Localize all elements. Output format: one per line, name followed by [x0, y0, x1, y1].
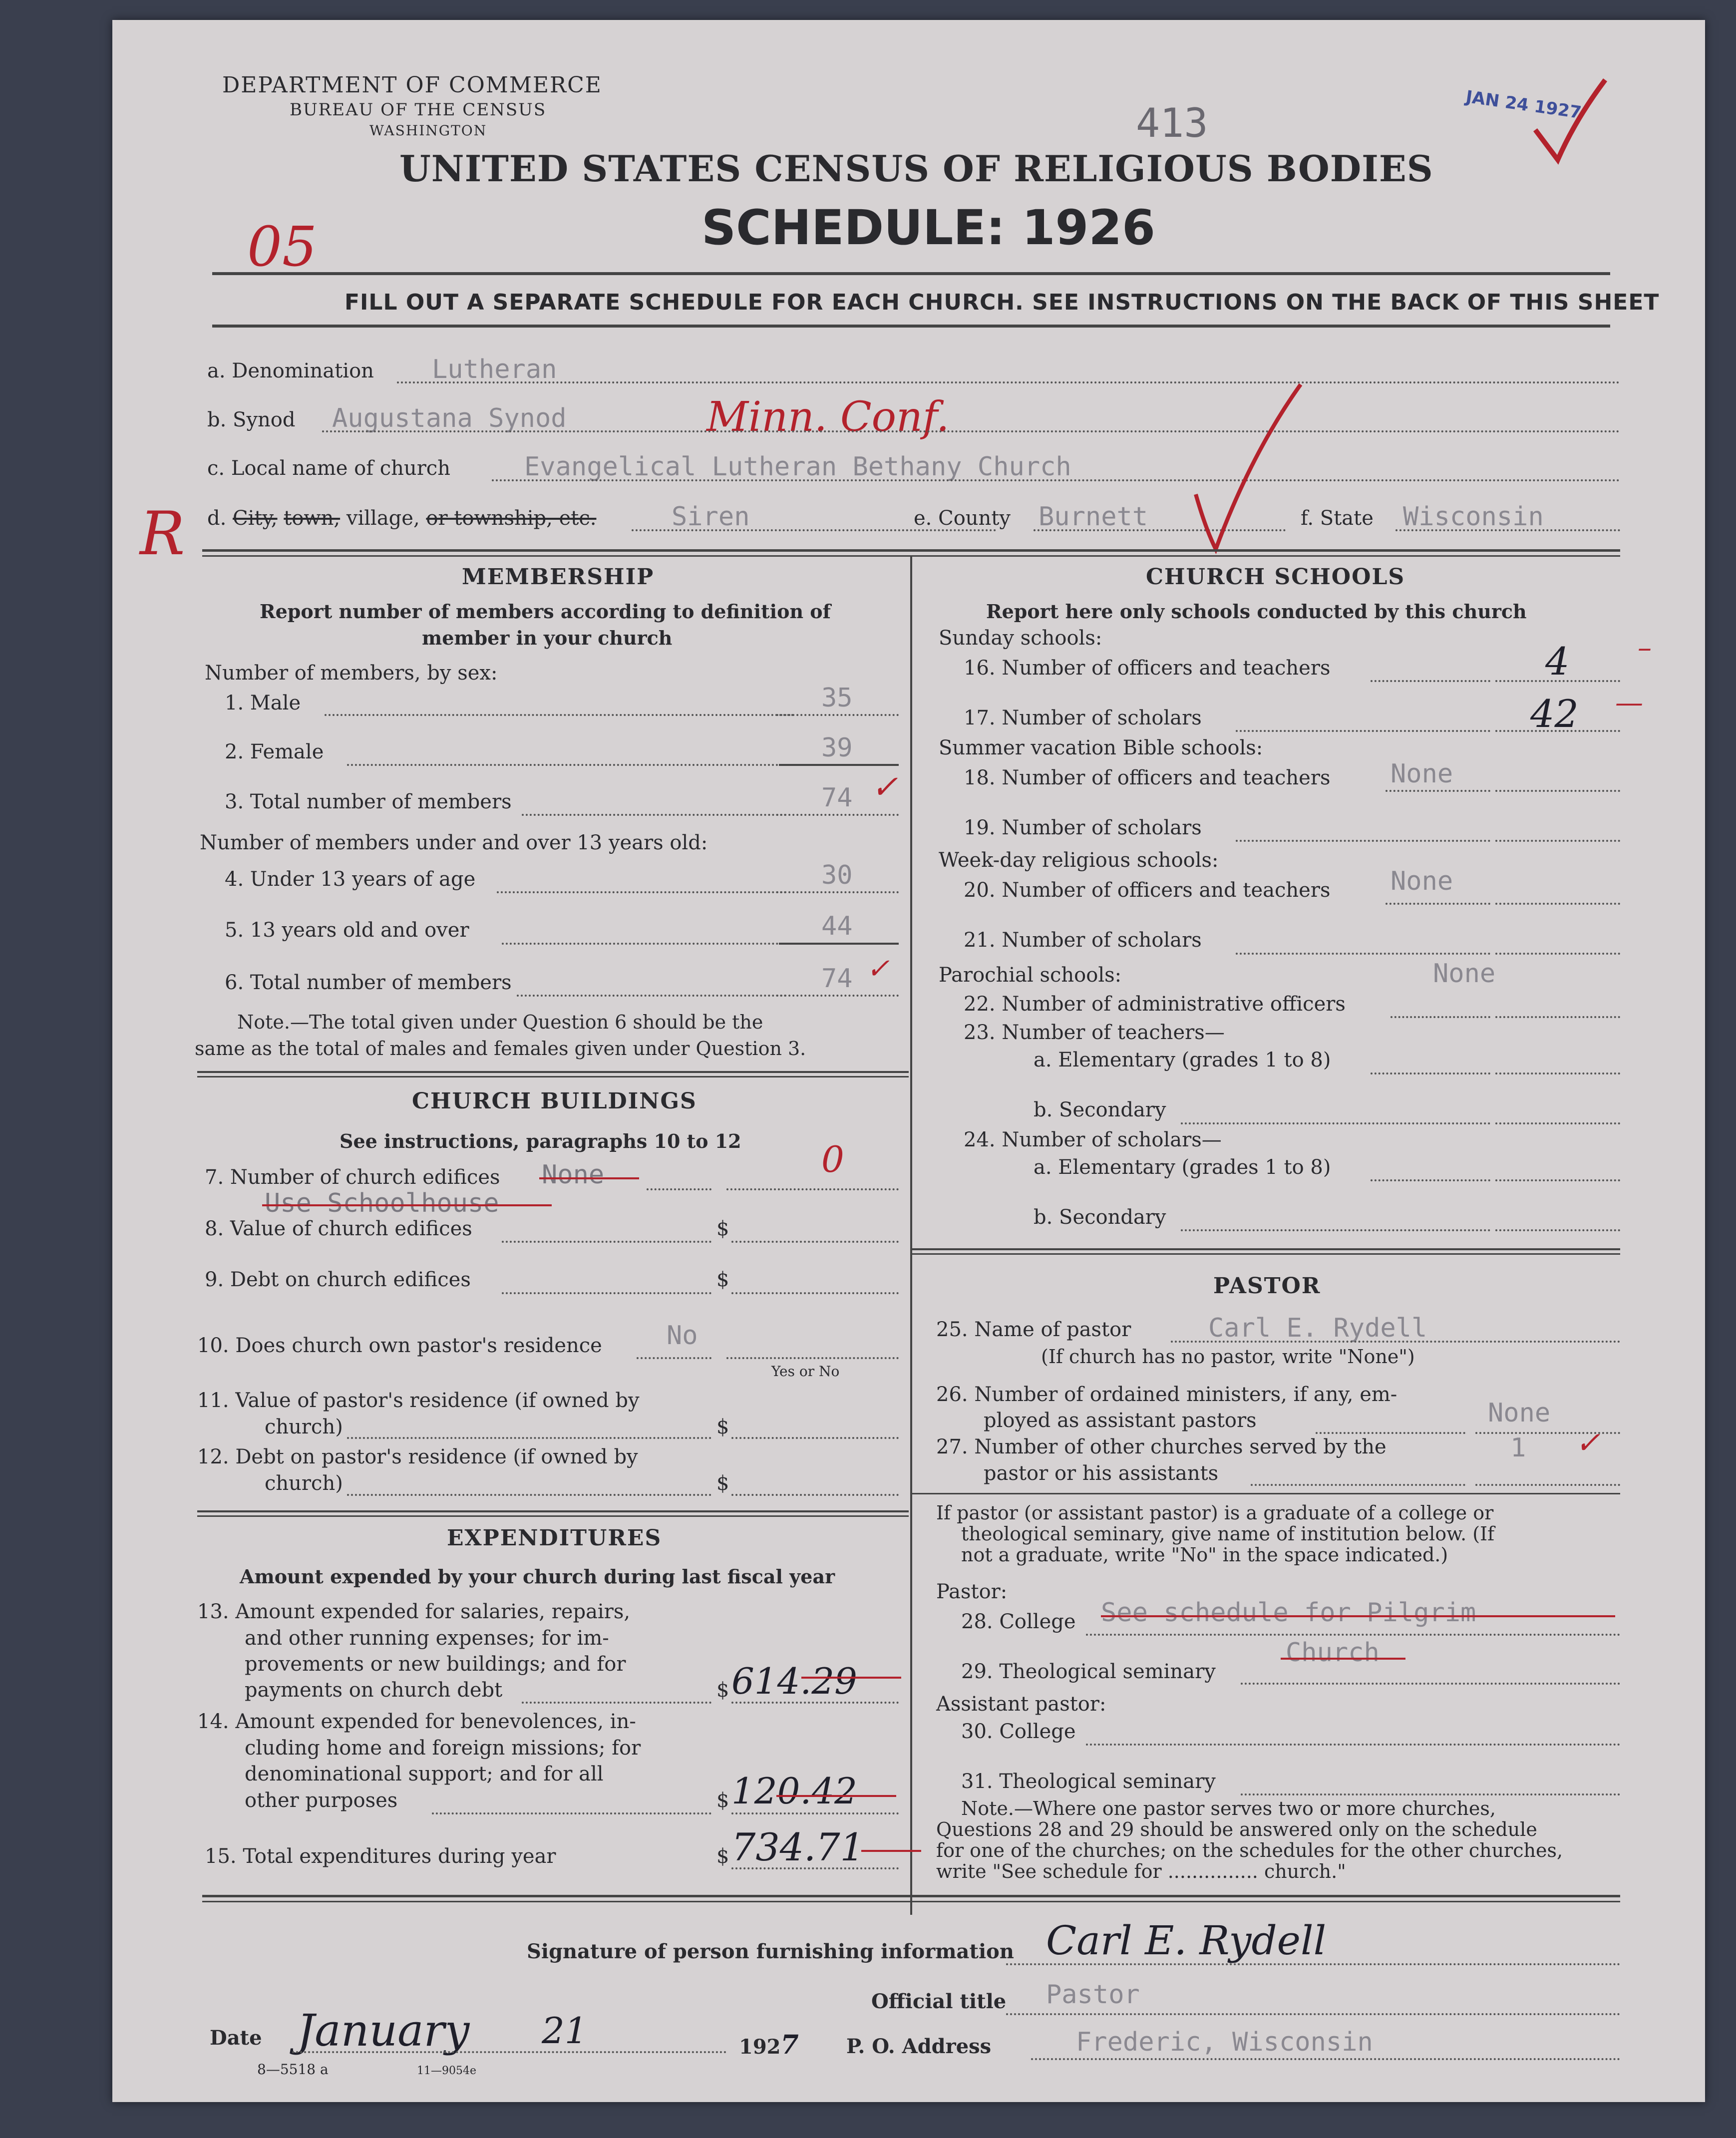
- q12-line: [347, 1494, 711, 1496]
- q12-answer-line: [731, 1494, 899, 1496]
- denomination-value: Lutheran: [432, 355, 557, 384]
- census-schedule-form: [112, 20, 1705, 2102]
- graduate-instruction-1: If pastor (or assistant pastor) is a graduate of a college or: [936, 1502, 1494, 1524]
- q16-label: 16. Number of officers and teachers: [964, 657, 1331, 680]
- q19-line: [1236, 840, 1490, 842]
- buildings-rule-2: [197, 1515, 909, 1517]
- q14-red-underline: [776, 1795, 896, 1797]
- q2-value: 39: [821, 733, 853, 763]
- q1-line: [325, 714, 794, 716]
- date-year: [739, 2030, 799, 2060]
- q31-line: [1241, 1793, 1620, 1795]
- footer-rule-2: [202, 1901, 1620, 1902]
- instruction-banner: FILL OUT A SEPARATE SCHEDULE FOR EACH CHURCH. SEE INSTRUCTIONS ON THE BACK OF THIS SHEET: [345, 290, 1660, 315]
- q17-red-tick: —: [1615, 687, 1643, 719]
- red-check-mark: [1530, 75, 1610, 165]
- q14-line-2: cluding home and foreign missions; for: [245, 1737, 641, 1760]
- q4-line: [497, 891, 786, 893]
- official-title-label: Official title: [871, 1990, 1007, 2013]
- q26-line: [1316, 1432, 1465, 1434]
- q7-label: 7. Number of church edifices: [205, 1166, 500, 1189]
- q14-value: 120.42: [731, 1770, 857, 1812]
- q6-line: [517, 995, 786, 997]
- place-label: [207, 507, 596, 530]
- q5-line: [502, 943, 786, 945]
- local-name-line: [492, 479, 1620, 481]
- q16-red-tick: –: [1638, 632, 1652, 664]
- q15-label: 15. Total expenditures during year: [205, 1845, 556, 1868]
- q21-label: 21. Number of scholars: [964, 929, 1202, 952]
- q1-answer-line: [776, 714, 899, 716]
- q12-label-1: 12. Debt on pastor's residence (if owned by: [197, 1445, 638, 1468]
- q24b-label: b. Secondary: [1034, 1206, 1166, 1229]
- q21-line: [1236, 953, 1490, 955]
- q11-line: [347, 1437, 711, 1439]
- received-date-stamp: JAN 24 1927: [1464, 86, 1583, 123]
- q15-answer-line: [731, 1867, 899, 1869]
- q23-label: 23. Number of teachers—: [964, 1021, 1225, 1044]
- graduate-instruction-3: not a graduate, write "No" in the space indicated.): [961, 1544, 1448, 1566]
- q22-answer-line: [1495, 1016, 1620, 1018]
- q12-dollar: $: [716, 1472, 729, 1495]
- q24a-label: a. Elementary (grades 1 to 8): [1034, 1156, 1331, 1179]
- parochial-value: None: [1433, 959, 1496, 989]
- q25-label: 25. Name of pastor: [936, 1318, 1131, 1341]
- q18-label: 18. Number of officers and teachers: [964, 766, 1331, 789]
- signature: Carl E. Rydell: [1046, 1917, 1327, 1964]
- q12-label-2: church): [265, 1472, 343, 1495]
- q10-line: [637, 1357, 711, 1359]
- q17-value: 42: [1530, 692, 1579, 736]
- q8-dollar: $: [716, 1217, 729, 1240]
- form-number: 413: [1136, 100, 1208, 146]
- q16-answer-line: [1495, 680, 1620, 682]
- q23a-answer-line: [1495, 1072, 1620, 1074]
- q7-typed-note-struck: Use Schoolhouse: [265, 1188, 499, 1218]
- q20-value: None: [1390, 866, 1453, 896]
- q17-label: 17. Number of scholars: [964, 707, 1202, 729]
- membership-note-1: Note.—The total given under Question 6 should be the: [237, 1011, 763, 1033]
- synod-value: Augustana Synod: [332, 403, 567, 433]
- denomination-label: a. Denomination: [207, 359, 374, 382]
- q5-label: 5. 13 years old and over: [225, 919, 469, 942]
- q13-line-2: and other running expenses; for im-: [245, 1627, 609, 1650]
- q29-line: [1241, 1683, 1620, 1685]
- pastor-note-4: write "See schedule for ............... church.": [936, 1860, 1346, 1882]
- pastor-rule: [911, 1493, 1620, 1494]
- q21-answer-line: [1495, 953, 1620, 955]
- signature-line: [1006, 1963, 1620, 1965]
- q10-answer-line: [726, 1357, 899, 1359]
- official-title-value: Pastor: [1046, 1980, 1140, 2010]
- assistant-pastor-label: Assistant pastor:: [936, 1693, 1106, 1716]
- q1-label: 1. Male: [225, 692, 301, 714]
- q18-value: None: [1390, 759, 1453, 789]
- sunday-schools-label: Sunday schools:: [939, 627, 1102, 650]
- membership-rule: [197, 1071, 909, 1073]
- place-township-struck: or township, etc.: [426, 507, 597, 530]
- q13-dollar: $: [716, 1679, 729, 1702]
- yes-or-no-hint: Yes or No: [771, 1363, 840, 1380]
- q24a-line: [1371, 1179, 1490, 1181]
- q14-line-1: 14. Amount expended for benevolences, in-: [197, 1710, 636, 1733]
- q11-dollar: $: [716, 1416, 729, 1438]
- q5-value: 44: [821, 911, 853, 941]
- q19-label: 19. Number of scholars: [964, 816, 1202, 839]
- membership-heading: MEMBERSHIP: [462, 564, 655, 590]
- q7-strike: [539, 1177, 639, 1179]
- membership-subheading-1: Report number of members according to definition of: [260, 600, 831, 623]
- q7-value: 0: [821, 1138, 844, 1180]
- q20-answer-line: [1495, 903, 1620, 905]
- q14-line: [432, 1812, 711, 1814]
- red-code-mark: 05: [247, 215, 317, 279]
- state-label: f. State: [1301, 507, 1374, 530]
- q29-label: 29. Theological seminary: [961, 1660, 1216, 1683]
- q7-answer-line: [726, 1188, 899, 1190]
- q3-label: 3. Total number of members: [225, 790, 512, 813]
- q6-label: 6. Total number of members: [225, 971, 512, 994]
- q14-dollar: $: [716, 1789, 729, 1812]
- header-rule-top: [212, 272, 1610, 275]
- q3-line: [522, 814, 786, 816]
- q6-value: 74: [821, 964, 853, 994]
- place-value: Siren: [672, 502, 750, 532]
- q27-value: 1: [1510, 1433, 1526, 1463]
- membership-note-2: same as the total of males and females given under Question 3.: [195, 1038, 806, 1060]
- q7-note-strike: [262, 1204, 552, 1206]
- pastor-heading: PASTOR: [1213, 1273, 1321, 1299]
- members-by-age-label: Number of members under and over 13 years old:: [200, 831, 708, 854]
- q14-line-3: denominational support; and for all: [245, 1763, 604, 1785]
- graduate-instruction-2: theological seminary, give name of institution below. (If: [961, 1523, 1495, 1545]
- q14-line-4: other purposes: [245, 1789, 398, 1812]
- q4-value: 30: [821, 860, 853, 890]
- q23a-line: [1371, 1072, 1490, 1074]
- local-name-value: Evangelical Lutheran Bethany Church: [524, 452, 1071, 482]
- q29-strike: [1281, 1658, 1405, 1660]
- q27-line-2: pastor or his assistants: [984, 1462, 1219, 1485]
- print-code: 11—9054e: [417, 2065, 477, 2077]
- q28-strike: [1101, 1615, 1615, 1617]
- form-code: 8—5518 a: [257, 2061, 329, 2078]
- q23a-label: a. Elementary (grades 1 to 8): [1034, 1049, 1331, 1071]
- q11-answer-line: [731, 1437, 899, 1439]
- q11-label-2: church): [265, 1416, 343, 1438]
- q2-line: [347, 764, 786, 766]
- synod-line: [322, 430, 1620, 432]
- form-title: UNITED STATES CENSUS OF RELIGIOUS BODIES: [399, 147, 1433, 190]
- q3-answer-line: [776, 814, 899, 816]
- q25-note: (If church has no pastor, write "None"): [1041, 1346, 1415, 1368]
- q9-line: [502, 1292, 711, 1294]
- place-city-struck: City,: [233, 507, 278, 530]
- red-check-stroke: [1191, 379, 1311, 559]
- q24-label: 24. Number of scholars—: [964, 1128, 1222, 1151]
- membership-rule-2: [197, 1076, 909, 1077]
- q13-line-3: provements or new buildings; and for: [245, 1653, 626, 1676]
- q13-red-underline: [801, 1677, 901, 1679]
- schools-subheading: Report here only schools conducted by this church: [986, 600, 1527, 623]
- q4-answer-line: [776, 891, 899, 893]
- place-village: village,: [346, 507, 420, 530]
- red-r-mark: R: [140, 499, 185, 569]
- q16-line: [1371, 680, 1490, 682]
- q13-line-4: payments on church debt: [245, 1679, 503, 1702]
- q26-line-1: 26. Number of ordained ministers, if any, em-: [936, 1383, 1397, 1406]
- local-name-label: c. Local name of church: [207, 457, 450, 480]
- q24a-answer-line: [1495, 1179, 1620, 1181]
- q18-line: [1386, 790, 1490, 792]
- bureau-heading: BUREAU OF THE CENSUS: [290, 100, 547, 120]
- q6-check-mark: ✓: [866, 953, 890, 985]
- state-line: [1395, 529, 1620, 531]
- q27-check-mark: ✓: [1575, 1425, 1601, 1460]
- q9-answer-line: [731, 1292, 899, 1294]
- q19-answer-line: [1495, 840, 1620, 842]
- q27-line: [1251, 1484, 1465, 1486]
- place-prefix: d.: [207, 507, 227, 530]
- state-value: Wisconsin: [1403, 502, 1544, 532]
- date-line: [292, 2051, 726, 2053]
- q15-value: 734.71: [731, 1825, 864, 1869]
- pastor-note-1: Note.—Where one pastor serves two or more churches,: [961, 1797, 1496, 1819]
- q25-value: Carl E. Rydell: [1208, 1313, 1427, 1343]
- q27-line-1: 27. Number of other churches served by the: [936, 1435, 1387, 1458]
- q16-value: 4: [1545, 639, 1570, 684]
- date-year-prefix: 192: [739, 2035, 781, 2059]
- date-year-suffix: 7: [780, 2030, 799, 2060]
- q26-value: None: [1488, 1398, 1551, 1428]
- official-title-line: [1006, 2013, 1620, 2015]
- q7-line: [647, 1188, 711, 1190]
- header-rule-bottom: [212, 325, 1610, 328]
- q29-value-struck: Church: [1286, 1638, 1380, 1668]
- schools-heading: CHURCH SCHOOLS: [1146, 564, 1405, 590]
- q14-answer-line: [731, 1812, 899, 1814]
- members-by-sex-label: Number of members, by sex:: [205, 662, 498, 685]
- q30-label: 30. College: [961, 1720, 1076, 1743]
- q17-answer-line: [1495, 730, 1620, 732]
- q27-answer-line: [1475, 1484, 1620, 1486]
- q31-label: 31. Theological seminary: [961, 1770, 1216, 1793]
- buildings-rule: [197, 1510, 909, 1512]
- q13-line-1: 13. Amount expended for salaries, repairs,: [197, 1600, 631, 1623]
- buildings-subheading: See instructions, paragraphs 10 to 12: [340, 1130, 741, 1152]
- q8-answer-line: [731, 1241, 899, 1243]
- po-address-label: P. O. Address: [846, 2035, 992, 2058]
- q23b-answer-line: [1495, 1122, 1620, 1124]
- q9-label: 9. Debt on church edifices: [205, 1268, 471, 1291]
- county-label: e. County: [914, 507, 1011, 530]
- q30-line: [1086, 1744, 1620, 1746]
- q23b-line: [1181, 1122, 1490, 1124]
- q15-red-underline: [861, 1850, 921, 1852]
- schools-rule: [911, 1248, 1620, 1250]
- synod-handwritten-note: Minn. Conf.: [706, 393, 950, 441]
- q1-value: 35: [821, 683, 853, 713]
- expenditures-subheading: Amount expended by your church during last fiscal year: [240, 1565, 835, 1588]
- parochial-schools-label: Parochial schools:: [939, 964, 1122, 987]
- q20-label: 20. Number of officers and teachers: [964, 879, 1331, 902]
- q18-answer-line: [1495, 790, 1620, 792]
- synod-label: b. Synod: [207, 408, 296, 431]
- county-value: Burnett: [1039, 502, 1148, 532]
- po-address-value: Frederic, Wisconsin: [1076, 2027, 1373, 2057]
- q2-answer-line: [779, 764, 899, 766]
- q17-line: [1236, 730, 1490, 732]
- date-label: Date: [210, 2026, 262, 2050]
- q13-line: [522, 1702, 711, 1704]
- q3-value: 74: [821, 783, 853, 813]
- q13-value: 614.29: [731, 1660, 857, 1702]
- city-heading: WASHINGTON: [369, 122, 487, 139]
- q28-line: [1086, 1634, 1620, 1636]
- q25-line: [1171, 1341, 1620, 1343]
- date-month: January: [297, 2005, 470, 2056]
- q24b-line: [1181, 1229, 1490, 1231]
- department-heading: DEPARTMENT OF COMMERCE: [222, 72, 602, 98]
- q28-value-struck: See schedule for Pilgrim: [1101, 1598, 1476, 1628]
- q9-dollar: $: [716, 1268, 729, 1291]
- weekday-schools-label: Week-day religious schools:: [939, 849, 1219, 872]
- q3-check-mark: ✓: [871, 769, 898, 806]
- summer-schools-label: Summer vacation Bible schools:: [939, 736, 1263, 759]
- membership-subheading-2: member in your church: [422, 627, 673, 649]
- q15-dollar: $: [716, 1845, 729, 1868]
- q7-typed-struck: None: [542, 1160, 605, 1190]
- pastor-sub-label: Pastor:: [936, 1580, 1008, 1603]
- po-address-line: [1031, 2058, 1620, 2060]
- identification-rule: [202, 549, 1620, 552]
- footer-rule: [202, 1895, 1620, 1897]
- q26-line-2: ployed as assistant pastors: [984, 1409, 1257, 1432]
- q13-answer-line: [731, 1702, 899, 1704]
- date-day: 21: [542, 2010, 588, 2052]
- pastor-note-2: Questions 28 and 29 should be answered only on the schedule: [936, 1818, 1537, 1840]
- q11-label-1: 11. Value of pastor's residence (if owned by: [197, 1389, 640, 1412]
- buildings-heading: CHURCH BUILDINGS: [412, 1088, 697, 1114]
- q2-label: 2. Female: [225, 740, 324, 763]
- q22-label: 22. Number of administrative officers: [964, 993, 1346, 1016]
- place-town-struck: town,: [284, 507, 341, 530]
- q24b-answer-line: [1495, 1229, 1620, 1231]
- q23b-label: b. Secondary: [1034, 1098, 1166, 1121]
- q4-label: 4. Under 13 years of age: [225, 868, 476, 891]
- q28-label: 28. College: [961, 1610, 1076, 1633]
- q6-answer-line: [776, 995, 899, 997]
- schedule-title: SCHEDULE: 1926: [701, 200, 1155, 256]
- denomination-line: [397, 381, 1620, 383]
- expenditures-heading: EXPENDITURES: [447, 1525, 662, 1551]
- pastor-note-3: for one of the churches; on the schedules for the other churches,: [936, 1839, 1563, 1861]
- q8-line: [502, 1241, 711, 1243]
- q10-label: 10. Does church own pastor's residence: [197, 1334, 602, 1357]
- q5-answer-line: [779, 943, 899, 945]
- q8-label: 8. Value of church edifices: [205, 1217, 472, 1240]
- q22-line: [1390, 1016, 1490, 1018]
- q10-value: No: [667, 1321, 698, 1351]
- column-divider: [910, 557, 912, 1915]
- signature-label: Signature of person furnishing information: [527, 1940, 1014, 1963]
- q20-line: [1386, 903, 1490, 905]
- schools-rule-2: [911, 1253, 1620, 1255]
